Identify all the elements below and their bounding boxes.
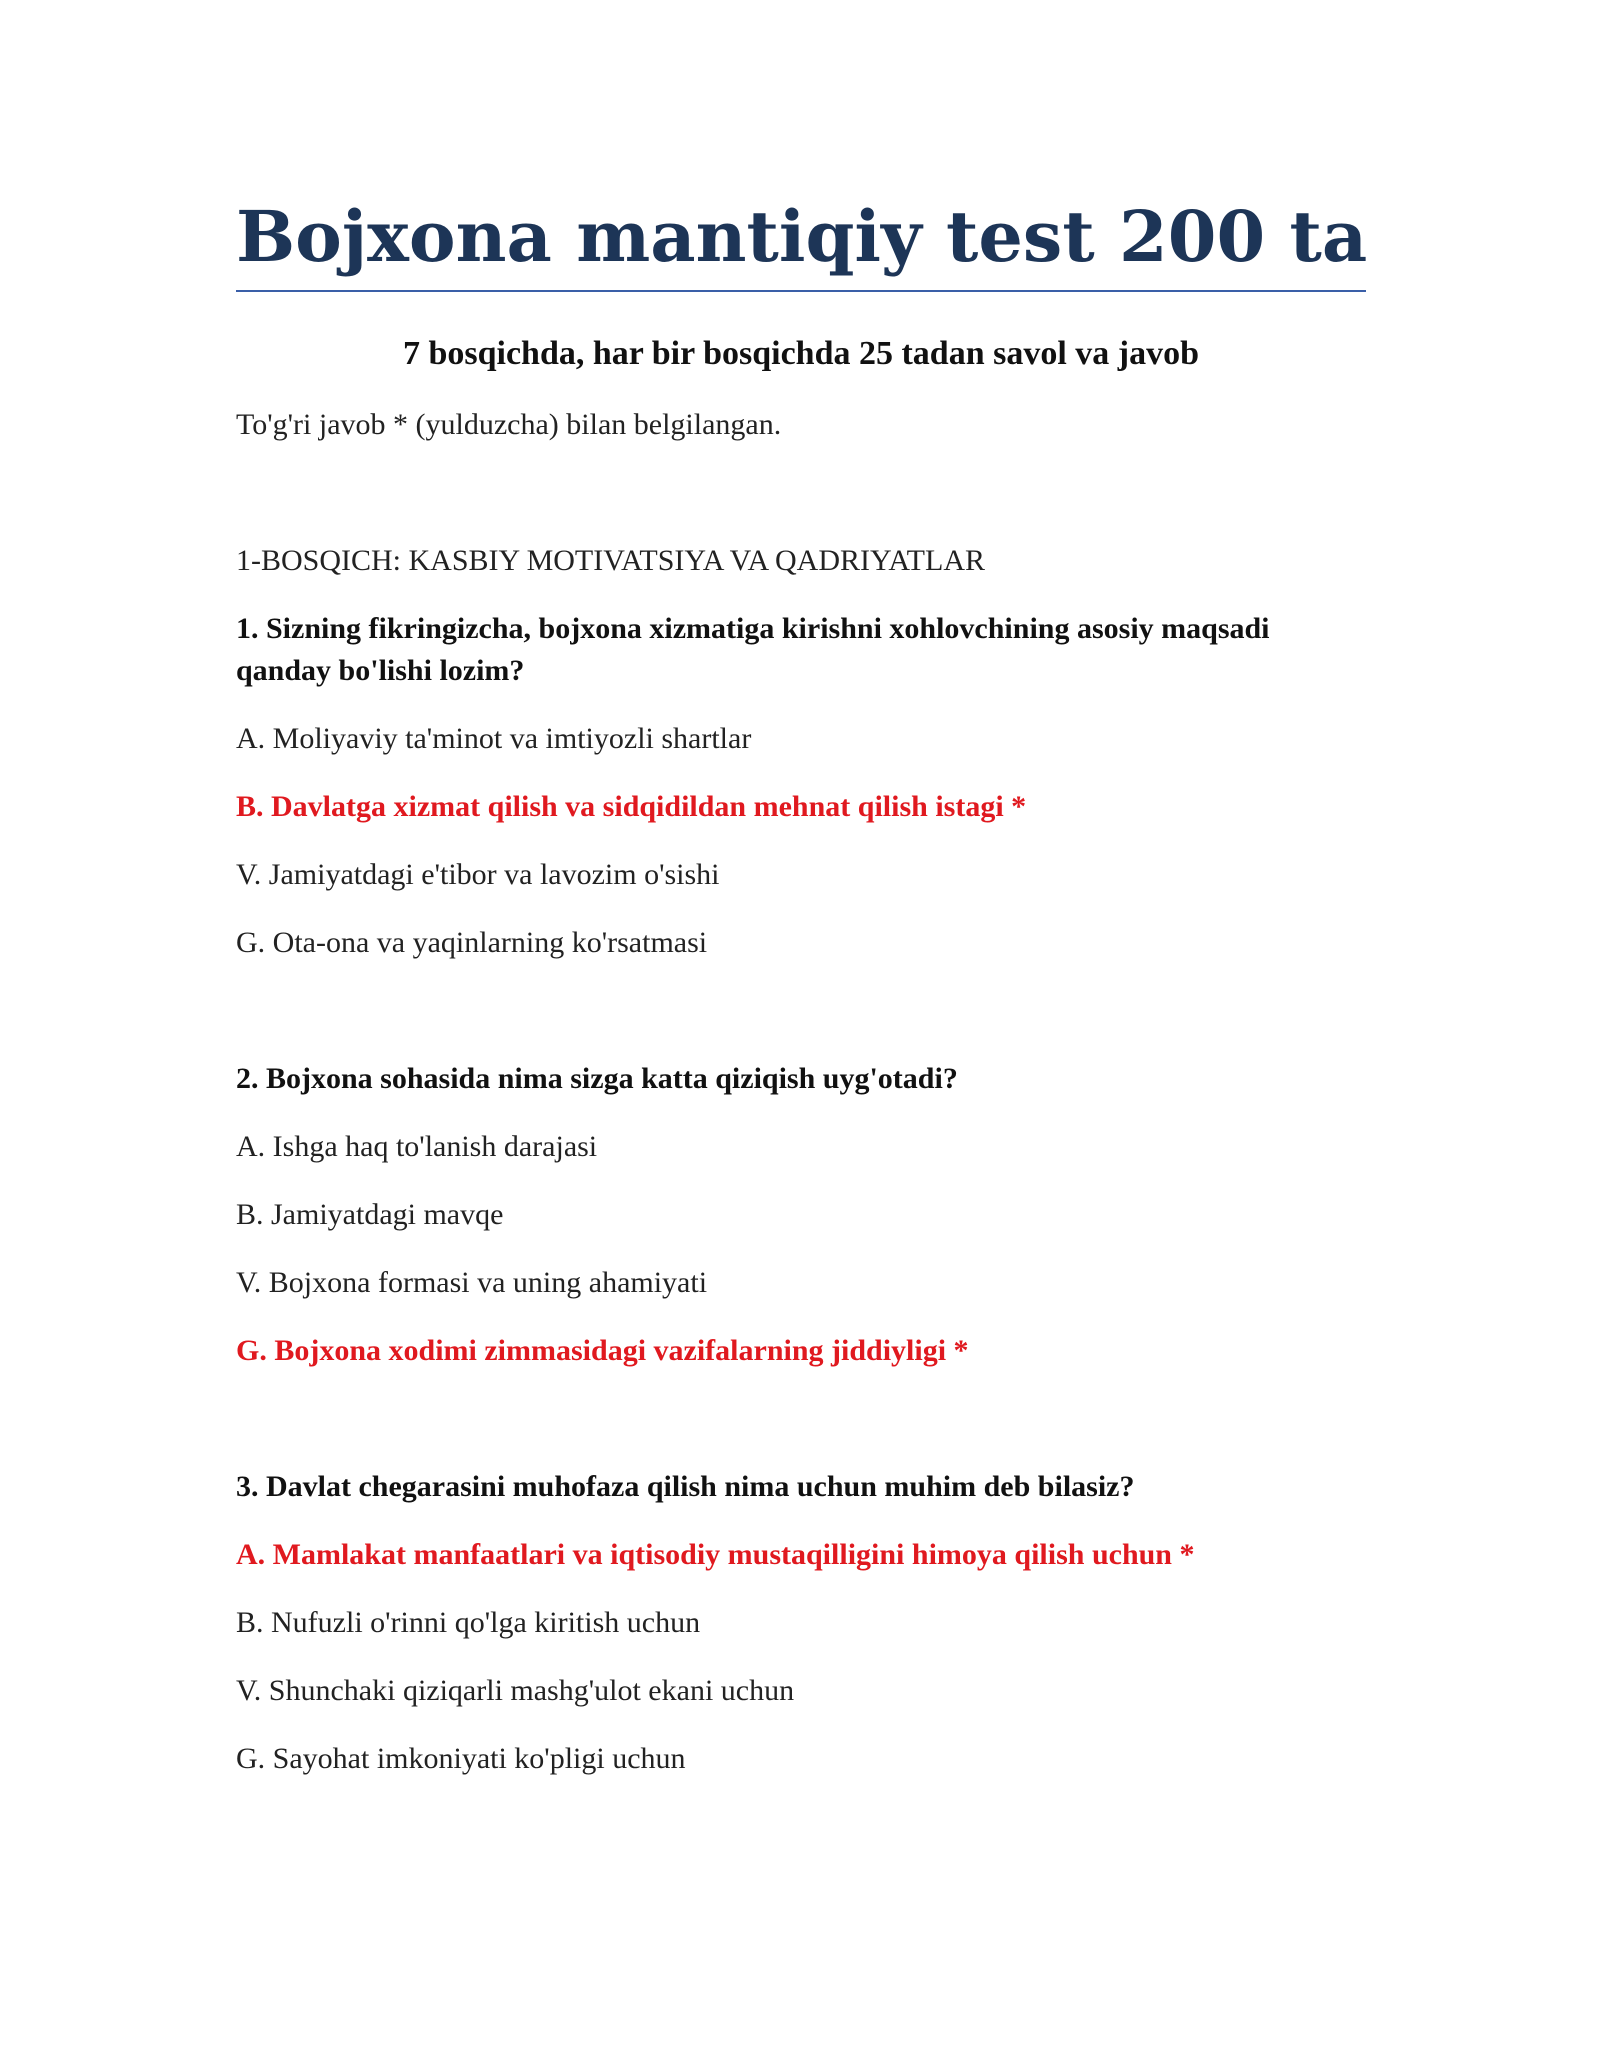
question-1: 1. Sizning fikringizcha, bojxona xizmatiga kirishni xohlovchining asosiy maqsadi qanday bo'lishi lozim?: [236, 612, 1270, 687]
option-3v: V. Shunchaki qiziqarli mashg'ulot ekani uchun: [236, 1674, 795, 1707]
option-1b-correct: B. Davlatga xizmat qilish va sidqidildan mehnat qilish istagi *: [236, 790, 1027, 823]
option-3b: B. Nufuzli o'rinni qo'lga kiritish uchun: [236, 1606, 701, 1639]
question-2: 2. Bojxona sohasida nima sizga katta qiziqish uyg'otadi?: [236, 1062, 958, 1095]
section-heading: 1-BOSQICH: KASBIY MOTIVATSIYA VA QADRIYATLAR: [236, 544, 985, 577]
option-2b: B. Jamiyatdagi mavqe: [236, 1198, 504, 1231]
option-1a: A. Moliyaviy ta'minot va imtiyozli shartlar: [236, 722, 752, 755]
option-2g-correct: G. Bojxona xodimi zimmasidagi vazifalarning jiddiyligi *: [236, 1334, 969, 1367]
document-title: Bojxona mantiqiy test 200 ta: [236, 195, 1368, 278]
answer-key-note: To'g'ri javob * (yulduzcha) bilan belgilangan.: [236, 408, 782, 441]
option-3a-correct: A. Mamlakat manfaatlari va iqtisodiy mustaqilligini himoya qilish uchun *: [236, 1538, 1195, 1571]
option-1v: V. Jamiyatdagi e'tibor va lavozim o'sishi: [236, 858, 720, 891]
option-2a: A. Ishga haq to'lanish darajasi: [236, 1130, 598, 1163]
title-underline: [236, 290, 1366, 292]
option-1g: G. Ota-ona va yaqinlarning ko'rsatmasi: [236, 926, 708, 959]
option-2v: V. Bojxona formasi va uning ahamiyati: [236, 1266, 708, 1299]
question-3: 3. Davlat chegarasini muhofaza qilish nima uchun muhim deb bilasiz?: [236, 1470, 1135, 1503]
document-subtitle: 7 bosqichda, har bir bosqichda 25 tadan savol va javob: [402, 335, 1200, 372]
option-3g: G. Sayohat imkoniyati ko'pligi uchun: [236, 1742, 686, 1775]
